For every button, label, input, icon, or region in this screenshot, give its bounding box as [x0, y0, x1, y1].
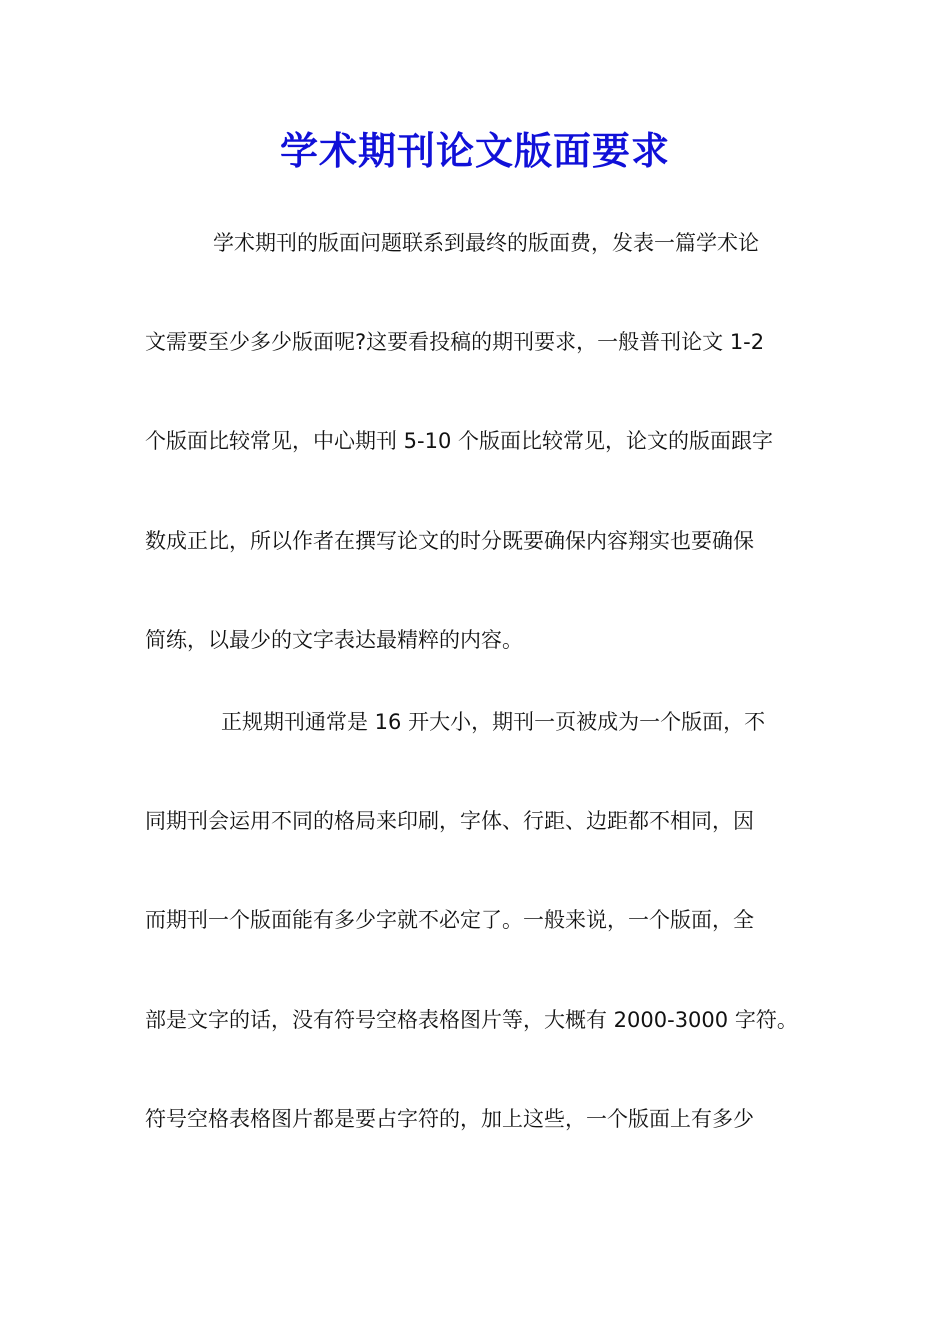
paragraph-2-line-1: 正规期刊通常是 16 开大小，期刊一页被成为一个版面，不: [221, 710, 766, 734]
paragraph-1-line-3: 个版面比较常见，中心期刊 5-10 个版面比较常见，论文的版面跟字: [145, 429, 774, 453]
paragraph-2-line-2: 同期刊会运用不同的格局来印刷，字体、行距、边距都不相同，因: [145, 809, 754, 833]
paragraph-2-line-3: 而期刊一个版面能有多少字就不必定了。一般来说，一个版面，全: [145, 908, 754, 932]
paragraph-1-line-4: 数成正比，所以作者在撰写论文的时分既要确保内容翔实也要确保: [145, 529, 754, 553]
paragraph-1-line-5: 简练，以最少的文字表达最精粹的内容。: [145, 628, 523, 652]
paragraph-1-line-1: 学术期刊的版面问题联系到最终的版面费，发表一篇学术论: [213, 231, 759, 255]
paragraph-2-line-5: 符号空格表格图片都是要占字符的，加上这些，一个版面上有多少: [145, 1107, 754, 1131]
paragraph-2-line-4: 部是文字的话，没有符号空格表格图片等，大概有 2000-3000 字符。: [145, 1008, 798, 1032]
paragraph-1-line-2: 文需要至少多少版面呢?这要看投稿的期刊要求，一般普刊论文 1-2: [145, 330, 765, 354]
document-title: 学术期刊论文版面要求: [279, 128, 670, 173]
